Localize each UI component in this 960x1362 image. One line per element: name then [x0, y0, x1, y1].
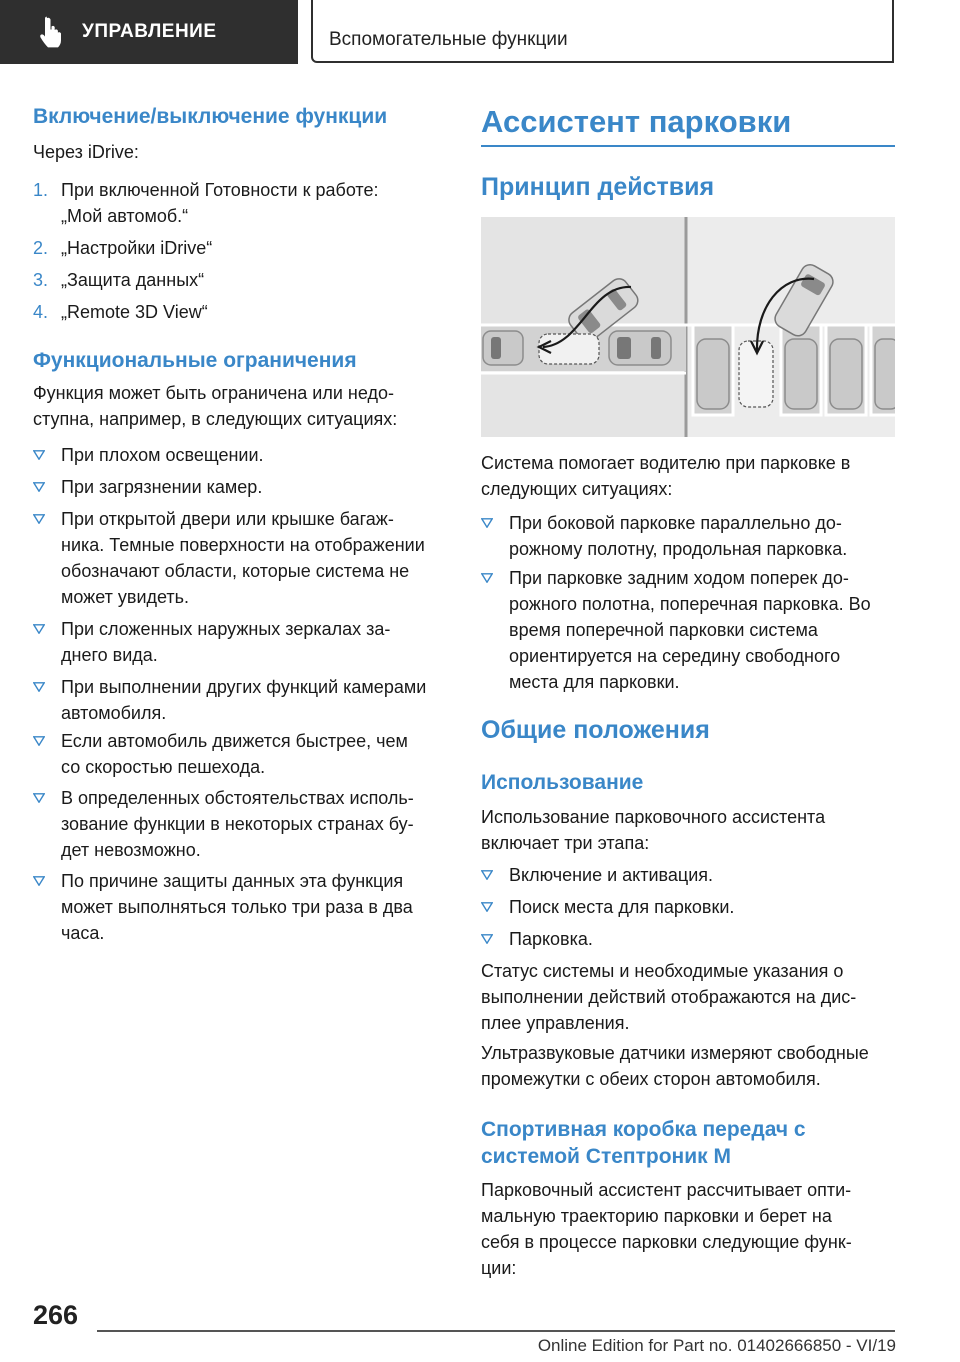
bullet-triangle-icon: [33, 450, 45, 460]
subsection-title: Вспомогательные функции: [329, 29, 568, 50]
heading-limits: Функциональные ограничения: [33, 349, 357, 372]
edition-text: Online Edition for Part no. 01402666850 - VI/19: [537, 1336, 896, 1355]
limit-item: При плохом освещении.: [33, 442, 476, 468]
heading-general: Общие положения: [481, 716, 710, 744]
heading-usage: Использование: [481, 771, 644, 794]
bullet-triangle-icon: [33, 876, 45, 886]
step-text: „Remote 3D View“: [61, 302, 208, 322]
limit-item: При открытой двери или крышке багаж- ника. Темные поверхности на отображении обозначают области, которые система не может увидеть.: [33, 506, 476, 610]
limit-item: Если автомобиль движется быстрее, чем со скоростью пешехода.: [33, 728, 476, 780]
limit-item: По причине защиты данных эта функция может выполняться только три раза в два часа.: [33, 868, 476, 946]
situation-item: При боковой парковке параллельно до- рожному полотну, продольная парковка.: [481, 510, 923, 562]
step-4: [33, 299, 476, 325]
sport-text: Парковочный ассистент рассчитывает опти- мальную траекторию парковки и берет на себя в процессе парковки следующие функ- ции:: [481, 1180, 852, 1278]
limit-item: При выполнении других функций камерами автомобиля.: [33, 674, 476, 726]
footer-divider: [97, 1330, 895, 1332]
step-text: „Мой автомоб.“: [61, 206, 189, 226]
limit-item: При загрязнении камер.: [33, 474, 476, 500]
step-text: При включенной Готовности к работе:: [61, 180, 379, 200]
heading-parking-assistant: Ассистент парковки: [481, 104, 792, 139]
limit-item: При сложенных наружных зеркалах за- днего вида.: [33, 616, 476, 668]
heading-onoff: Включение/выключение функции: [33, 105, 388, 128]
step-text: „Защита данных“: [61, 270, 205, 290]
bullet-triangle-icon: [481, 870, 493, 880]
bullet-triangle-icon: [481, 573, 493, 583]
heading-sport-gearbox: Спортивная коробка передач с системой Стептроник M: [481, 1118, 806, 1168]
step-number: 2.: [33, 238, 49, 258]
intro-text: Система помогает водителю при парковке в следующих ситуациях:: [481, 453, 851, 499]
subsection-header: [311, 0, 894, 63]
stage-item: Поиск места для парковки.: [481, 894, 923, 920]
bullet-triangle-icon: [481, 934, 493, 944]
step-2: [33, 235, 476, 261]
step-number: 4.: [33, 302, 49, 322]
usage-intro: Использование парковочного ассистента включает три этапа:: [481, 807, 826, 853]
bullet-triangle-icon: [33, 793, 45, 803]
bullet-triangle-icon: [481, 518, 493, 528]
step-1: [33, 177, 476, 229]
bullet-triangle-icon: [33, 736, 45, 746]
parking-illustration: [481, 217, 895, 437]
section-title: УПРАВЛЕНИЕ: [82, 21, 217, 42]
limit-item: В определенных обстоятельствах исполь- зование функции в некоторых странах бу- дет невозможно.: [33, 785, 476, 863]
bullet-triangle-icon: [481, 902, 493, 912]
via-idrive-text: Через iDrive:: [33, 142, 139, 162]
heading-underline: [481, 145, 895, 147]
bullet-triangle-icon: [33, 482, 45, 492]
section-tab: [0, 0, 298, 64]
status-text: Статус системы и необходимые указания о выполнении действий отображаются на дис- плее управления.: [481, 961, 857, 1033]
step-number: 1.: [33, 180, 49, 200]
bullet-triangle-icon: [33, 624, 45, 634]
stage-item: Парковка.: [481, 926, 923, 952]
stage-item: Включение и активация.: [481, 862, 923, 888]
situation-item: При парковке задним ходом поперек до- рожного полотна, поперечная парковка. Во время поперечной парковки система ориентируется на середину свободного места для парковки.: [481, 565, 923, 695]
step-text: „Настройки iDrive“: [61, 238, 213, 258]
step-3: [33, 267, 476, 293]
limits-intro: Функция может быть ограничена или недо- ступна, например, в следующих ситуациях:: [33, 383, 398, 429]
bullet-triangle-icon: [33, 514, 45, 524]
heading-principle: Принцип действия: [481, 173, 715, 201]
bullet-triangle-icon: [33, 682, 45, 692]
page-number: 266: [33, 1300, 79, 1330]
hand-pointer-icon: [38, 16, 64, 48]
ultrasonic-text: Ультразвуковые датчики измеряют свободные промежутки с обеих сторон автомобиля.: [481, 1043, 869, 1089]
step-number: 3.: [33, 270, 49, 290]
